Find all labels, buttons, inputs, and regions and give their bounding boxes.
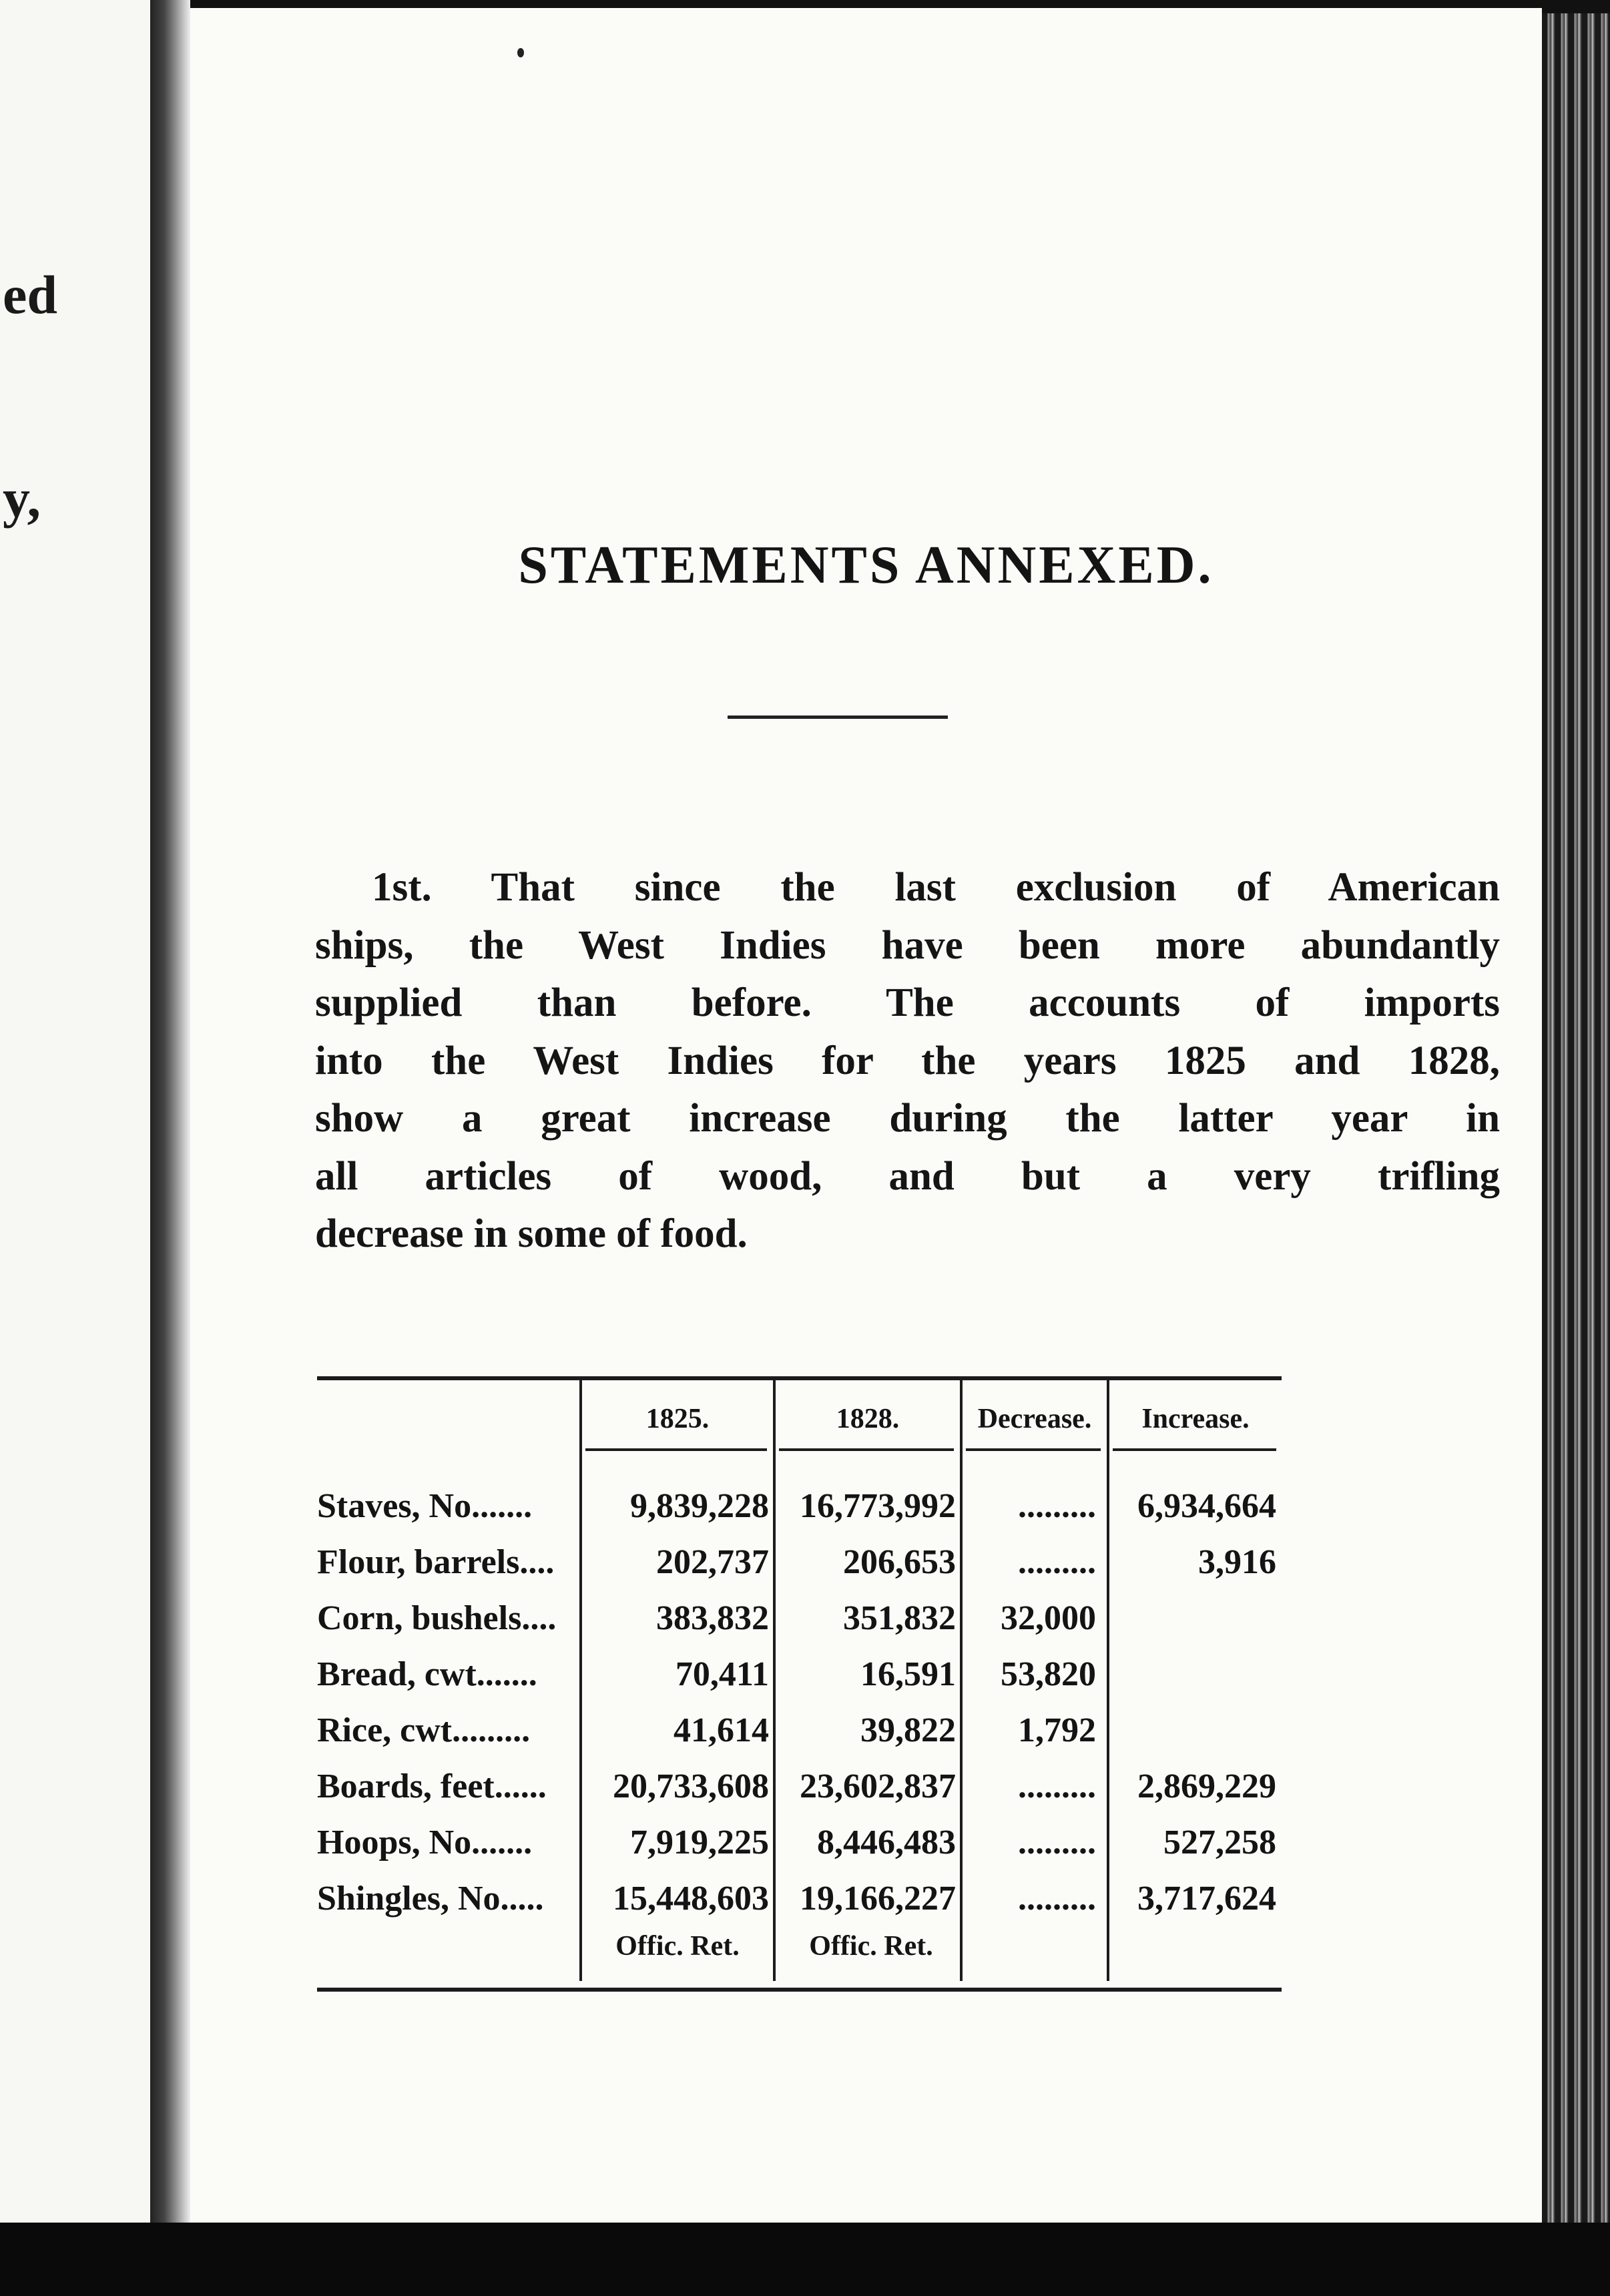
- row-label: Corn, bushels....: [317, 1599, 557, 1637]
- row-label: Bread, cwt.......: [317, 1655, 537, 1693]
- cell-increase: 3,916: [1198, 1543, 1276, 1581]
- ink-speck: [517, 48, 524, 57]
- paragraph-line: show a great increase during the latter year in: [315, 1096, 1500, 1141]
- cell-increase: 3,717,624: [1137, 1880, 1276, 1918]
- table-row: [317, 1486, 1282, 1540]
- row-label: Boards, feet......: [317, 1767, 547, 1805]
- row-label: Staves, No.......: [317, 1487, 533, 1525]
- cell-decrease: .........: [1018, 1823, 1096, 1861]
- row-label: Rice, cwt.........: [317, 1711, 531, 1749]
- cell-decrease: .........: [1018, 1543, 1096, 1581]
- facing-page-fragment: ed: [3, 264, 57, 325]
- table-row: [317, 1711, 1282, 1764]
- book-page: [190, 8, 1542, 2223]
- table-top-rule: [317, 1376, 1282, 1380]
- row-label: Hoops, No.......: [317, 1823, 533, 1861]
- page-edges: [1542, 13, 1610, 2223]
- cell-1828: 351,832: [843, 1599, 956, 1637]
- cell-1828: 19,166,227: [800, 1880, 956, 1918]
- table-row: [317, 1542, 1282, 1596]
- page-title: STATEMENTS ANNEXED.: [518, 536, 1214, 595]
- paragraph-line: all articles of wood, and but a very trifling: [315, 1153, 1500, 1199]
- paragraph-line: supplied than before. The accounts of imports: [315, 980, 1500, 1025]
- table-row: [317, 1879, 1282, 1932]
- cell-1828: 16,591: [860, 1655, 956, 1693]
- header-rule: [1113, 1448, 1276, 1451]
- table-row: [317, 1767, 1282, 1820]
- cell-1825: 15,448,603: [613, 1880, 769, 1918]
- cell-decrease: 1,792: [1018, 1711, 1096, 1749]
- cell-decrease: .........: [1018, 1487, 1096, 1525]
- cell-increase: 527,258: [1163, 1823, 1276, 1861]
- title-rule: [728, 715, 948, 719]
- paragraph-line: into the West Indies for the years 1825 and 1828,: [315, 1038, 1500, 1083]
- row-label: Shingles, No.....: [317, 1880, 544, 1918]
- cell-decrease: .........: [1018, 1880, 1096, 1918]
- row-label: Flour, barrels....: [317, 1543, 555, 1581]
- imports-table: [317, 1376, 1282, 1997]
- footnote-1825: Offic. Ret.: [615, 1931, 740, 1962]
- cell-1828: 16,773,992: [800, 1487, 956, 1525]
- paragraph-line: ships, the West Indies have been more abundantly: [315, 922, 1500, 968]
- cell-decrease: .........: [1018, 1767, 1096, 1805]
- book-gutter: [150, 0, 190, 2243]
- footnote-1828: Offic. Ret.: [809, 1931, 933, 1962]
- cell-increase: 2,869,229: [1137, 1767, 1276, 1805]
- header-increase: Increase.: [1141, 1404, 1250, 1434]
- header-1825: 1825.: [645, 1404, 710, 1434]
- cell-1825: 20,733,608: [613, 1767, 769, 1805]
- cell-1825: 383,832: [656, 1599, 769, 1637]
- cell-1828: 8,446,483: [817, 1823, 956, 1861]
- header-rule: [779, 1448, 954, 1451]
- table-bottom-rule: [317, 1988, 1282, 1992]
- cell-decrease: 32,000: [1001, 1599, 1096, 1637]
- facing-page-fragment: y,: [3, 468, 41, 529]
- facing-page: [0, 0, 150, 2223]
- cell-decrease: 53,820: [1001, 1655, 1096, 1693]
- cell-1828: 206,653: [843, 1543, 956, 1581]
- cell-increase: 6,934,664: [1137, 1487, 1276, 1525]
- scan-bottom-edge: [0, 2223, 1610, 2296]
- table-row: [317, 1655, 1282, 1708]
- cell-1825: 202,737: [656, 1543, 769, 1581]
- cell-1828: 23,602,837: [800, 1767, 956, 1805]
- header-rule: [966, 1448, 1101, 1451]
- cell-1825: 41,614: [674, 1711, 769, 1749]
- cell-1825: 9,839,228: [630, 1487, 769, 1525]
- paragraph-line: 1st. That since the last exclusion of American: [372, 865, 1500, 910]
- paragraph-line: decrease in some of food.: [315, 1211, 748, 1256]
- cell-1825: 7,919,225: [630, 1823, 769, 1861]
- statement-paragraph: [315, 859, 1500, 1263]
- cell-1828: 39,822: [860, 1711, 956, 1749]
- cell-1825: 70,411: [675, 1655, 769, 1693]
- table-row: [317, 1823, 1282, 1876]
- header-rule: [585, 1448, 767, 1451]
- table-row: [317, 1599, 1282, 1652]
- header-1828: 1828.: [836, 1404, 900, 1434]
- header-decrease: Decrease.: [977, 1404, 1092, 1434]
